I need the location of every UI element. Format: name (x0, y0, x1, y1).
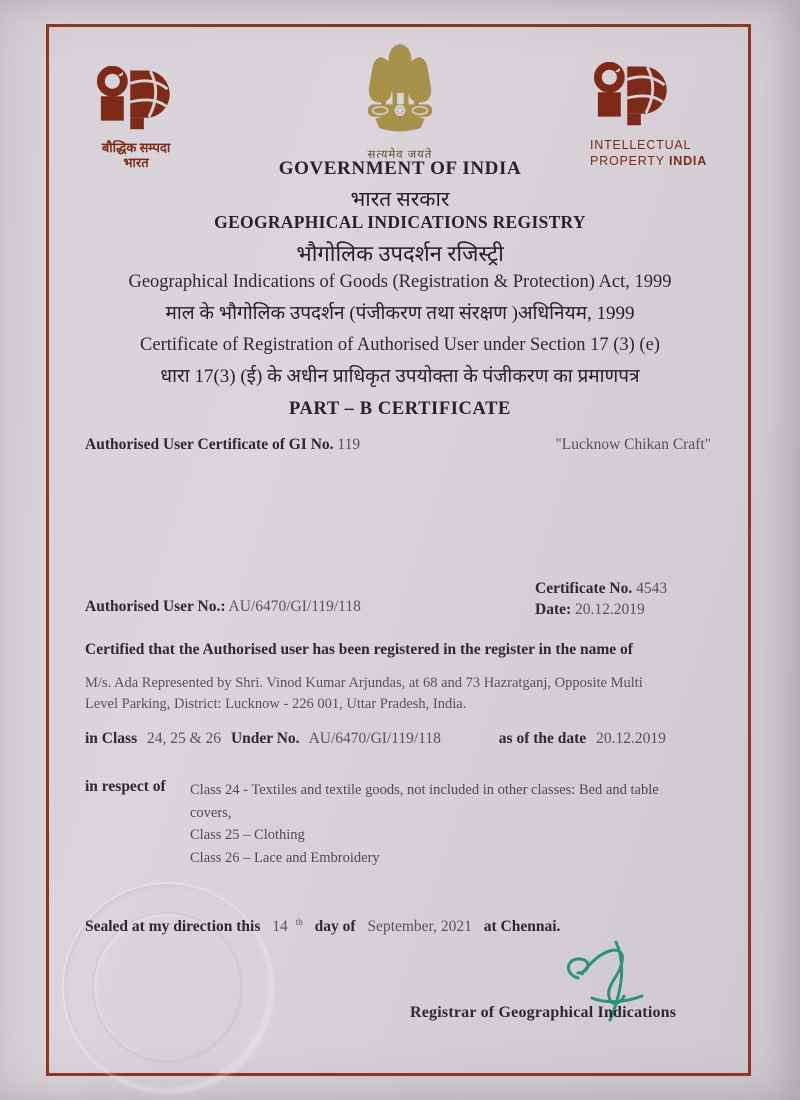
gi-number-value: 119 (337, 436, 361, 453)
government-of-india-title: GOVERNMENT OF INDIA (278, 158, 522, 179)
sealed-label: Sealed at my direction this (85, 918, 261, 936)
at-place-label: at Chennai. (483, 918, 561, 936)
ip-india-logo-left (72, 66, 200, 170)
right-logo-property: PROPERTY (590, 154, 665, 168)
act-line-hindi: माल के भौगोलिक उपदर्शन (पंजीकरण तथा संरक्षण )अधिनियम, 1999 (165, 303, 635, 324)
registry-title-hindi: भौगोलिक उपदर्शन रजिस्ट्री (296, 241, 504, 266)
sealed-statement-row (85, 917, 568, 936)
certificate-number-value: 4543 (636, 580, 668, 597)
registrar-title: Registrar of Geographical Indications (410, 1004, 677, 1021)
gi-number (85, 436, 360, 454)
in-respect-of-label: in respect of (85, 778, 166, 795)
left-logo-caption-line1: बौद्धिक सम्पदा (101, 140, 171, 155)
sealed-day: 14 $^{th}$ (272, 917, 303, 936)
class-26-line: Class 26 – Lace and Embroidery (190, 849, 380, 866)
certificate-date-label: Date: (535, 601, 572, 618)
sealed-day-suffix: th (295, 917, 303, 927)
certificate-number-label: Certificate No. (535, 580, 633, 597)
registered-name-address (85, 673, 710, 715)
embossed-seal (62, 882, 272, 1092)
gi-number-row (85, 436, 711, 454)
emblem-caption: सत्यमेव जयते (367, 149, 433, 161)
right-logo-india: INDIA (669, 154, 708, 168)
gi-name: "Lucknow Chikan Craft" (555, 436, 711, 453)
class-descriptions (190, 779, 710, 869)
in-class-label: in Class (85, 730, 138, 747)
certificate-number-line (535, 578, 667, 599)
day-of-label: day of (314, 918, 356, 936)
certificate-section-line: Certificate of Registration of Authorised User under Section 17 (3) (e) (140, 335, 660, 355)
ip-logo-icon (590, 62, 676, 134)
as-of-date-label: as of the date (498, 730, 587, 747)
in-class-value: 24, 25 & 26 (147, 730, 222, 747)
gi-number-label: Authorised User Certificate of GI No. (85, 436, 334, 453)
under-no-label: Under No. (230, 730, 300, 747)
national-emblem (340, 42, 460, 162)
right-logo-caption-line1: INTELLECTUAL (590, 138, 692, 152)
authorised-user-number-label: Authorised User No.: (85, 598, 226, 615)
government-of-india-title-hindi: भारत सरकार (350, 187, 450, 211)
ashoka-emblem-icon (354, 42, 446, 146)
certificate-number-block (535, 578, 667, 620)
certificate-date-line (535, 599, 667, 620)
left-logo-caption-line2: भारत (123, 155, 149, 170)
act-line: Geographical Indications of Goods (Registration & Protection) Act, 1999 (128, 272, 672, 292)
under-no-value: AU/6470/GI/119/118 (308, 730, 441, 747)
certificate-date-value: 20.12.2019 (575, 601, 645, 618)
address-line-1: M/s. Ada Represented by Shri. Vinod Kumar Arjundas, at 68 and 73 Hazratganj, Opposite Multi (85, 675, 643, 691)
registry-title: GEOGRAPHICAL INDICATIONS REGISTRY (214, 212, 586, 232)
address-line-2: Level Parking, District: Lucknow - 226 001, Uttar Pradesh, India. (85, 696, 467, 712)
class-24-line: Class 24 - Textiles and textile goods, not included in other classes: Bed and table (190, 782, 659, 798)
class-24-line-cont: covers, (190, 804, 232, 821)
certified-statement: Certified that the Authorised user has been registered in the register in the name of (85, 641, 633, 658)
as-of-date-value: 20.12.2019 (596, 730, 666, 747)
authorised-user-number-row (85, 598, 361, 616)
authorised-user-number-value: AU/6470/GI/119/118 (228, 598, 361, 615)
sealed-month: September, 2021 (367, 918, 472, 936)
ip-logo-icon (93, 66, 179, 138)
class-25-line: Class 25 – Clothing (190, 827, 305, 843)
certificate-section-line-hindi: धारा 17(3) (ई) के अधीन प्राधिकृत उपयोक्ता के पंजीकरण का प्रमाणपत्र (160, 366, 640, 387)
part-b-title: PART – B CERTIFICATE (289, 399, 511, 419)
ip-india-logo-right (590, 62, 750, 169)
class-under-date-row (85, 730, 672, 748)
